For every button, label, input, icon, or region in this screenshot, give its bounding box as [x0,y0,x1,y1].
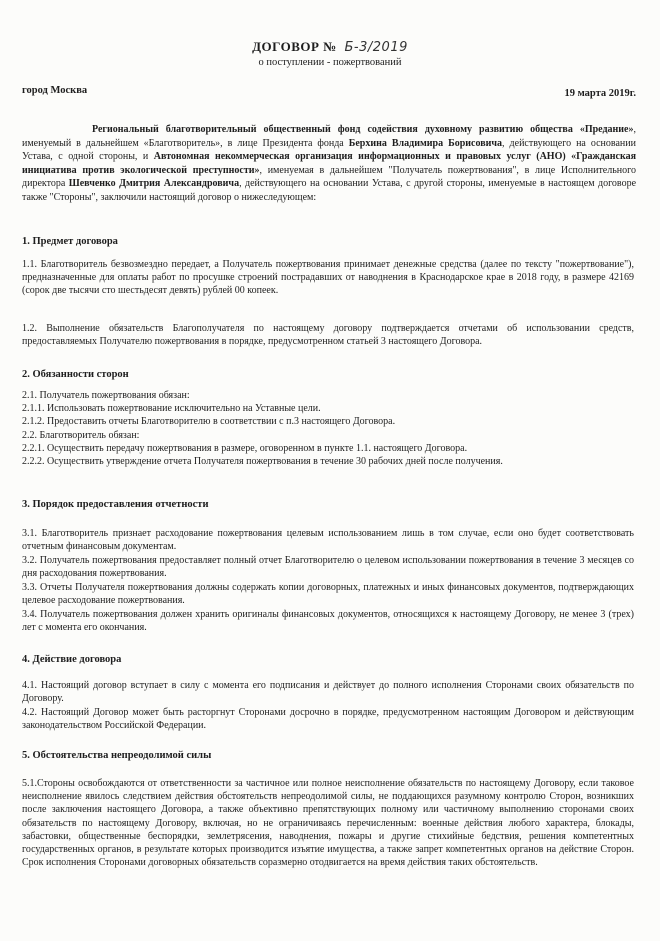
intro-paragraph [22,123,636,204]
clause-2-1: 2.1. Получатель пожертвования обязан: [22,390,190,401]
document-subtitle: о поступлении - пожертвований [258,57,402,68]
intro-text-3: , именуемая в дальнейшем "Получатель пожертвования", в лице Исполнительного директора [22,164,637,189]
section-4-title: 4. Действие договора [22,654,122,665]
clause-2-2: 2.2. Благотворитель обязан: [22,429,140,441]
clause-3-4: 3.4. Получатель пожертвования должен хранить оригиналы финансовых документов, относящихся к настоящему Договору, не менее 3 (трех) лет с момента его окончания. [22,609,634,634]
intro-text-4: , действующего на основании Устава, с другой стороны, именуемые в настоящем договоре также "Стороны", заключили настоящий договор о нижеследующем: [22,178,637,203]
president-name: Берхина Владимира Борисовича [348,137,503,149]
clause-3-3: 3.3. Отчеты Получателя пожертвования должны содержать копии договорных, платежных и иных финансовых документов, подтверждающих целевое расходование пожертвования. [22,582,634,607]
section-2-title: 2. Обязанности сторон [22,369,129,380]
donor-name: Региональный благотворительный общественный фонд содействия духовному развитию общества «Предание» [92,124,634,135]
director-name: Шевченко Дмитрия Александровича [68,178,240,189]
intro-text-2: , действующего на основании Устава, с одной стороны, и [22,137,636,162]
clause-1-1: 1.1. Благотворитель безвозмездно передает, а Получатель пожертвования принимает денежные средства (далее по тексту "пожертвование"), предназначенные для оплаты работ по просушке строений пострадавших от наводнения в Краснодарское крае в 2018 году, в размере 42169 (сорок две тысячи сто шестьдесят девять) рублей 00 копеек. [22,259,634,297]
clause-2-1-2: 2.1.2. Предоставить отчеты Благотворителю в соответствии с п.3 настоящего Договора. [22,416,396,428]
clause-4-2: 4.2. Настоящий Договор может быть расторгнут Сторонами досрочно в порядке, предусмотренном настоящим Договором и действующим законодательством Российской Федерации. [22,707,634,732]
clause-2-2-2: 2.2.2. Осуществить утверждение отчета Получателя пожертвования в течение 30 рабочих дней после получения. [22,456,503,468]
title-text: ДОГОВОР № [252,39,337,54]
section-3-title: 3. Порядок предоставления отчетности [22,499,209,510]
recipient-name: Автономная некоммерческая организация информационных и правовых услуг (АНО) «Гражданская инициатива против экологической преступности» [22,151,636,176]
clause-5-1: 5.1.Стороны освобождаются от ответственности за частичное или полное неисполнение обязательств по настоящему Договору, если таковое неисполнение явилось следствием действия обстоятельств непреодолимой силы, не поддающихся разумному контролю Сторон, возникших после заключения настоящего Договора, а также объективно препятствующих полному или частичному выполнению сторонами своих обязательств по настоящему Договору, включая, но не ограничиваясь перечисленным: военные действия любого характера, блокады, забастовки, общественные беспорядки, землетрясения, наводнения, пожары и другие стихийные бедствия, решения компетентных государственных органов, в результате которых производится изъятие имущества, а также запрет компетентных органов на действие Сторон. Срок исполнения Сторонами договорных обязательств соразмерно отодвигается на время действия таких обстоятельств. [22,778,634,869]
section-1-title: 1. Предмет договора [22,236,118,247]
section-2-list [22,389,634,468]
handwritten-contract-number: Б-3/2019 [344,40,408,55]
clause-3-2: 3.2. Получатель пожертвования предоставляет полный отчет Благотворителю о целевом использовании пожертвования в течение 3 месяцев со дня расходования пожертвования. [22,555,634,580]
document-title [0,39,660,55]
clause-2-1-1: 2.1.1. Использовать пожертвование исключительно на Уставные цели. [22,403,321,415]
clause-2-2-1: 2.2.1. Осуществить передачу пожертвования в размере, оговоренном в пункте 1.1. настоящего Договора. [22,442,468,454]
city: город Москва [22,85,88,96]
clause-3-1: 3.1. Благотворитель признает расходование пожертвования целевым использованием лишь в том случае, если оно будет соответствовать отчетным финансовым документам. [22,528,634,553]
contract-date: 19 марта 2019г. [564,88,636,99]
intro-text-1: , именуемый в дальнейшем «Благотворитель», в лице Президента фонда [22,124,636,149]
clause-4-1: 4.1. Настоящий договор вступает в силу с момента его подписания и действует до полного исполнения Сторонами своих обязательств по Договору. [22,680,634,705]
clause-1-2: 1.2. Выполнение обязательств Благополучателя по настоящему договору подтверждается отчетами об использовании средств, предоставляемых Получателю пожертвования в порядке, предусмотренном статьей 3 настоящего Договора. [22,323,634,348]
section-5-title: 5. Обстоятельства непреодолимой силы [22,750,212,761]
